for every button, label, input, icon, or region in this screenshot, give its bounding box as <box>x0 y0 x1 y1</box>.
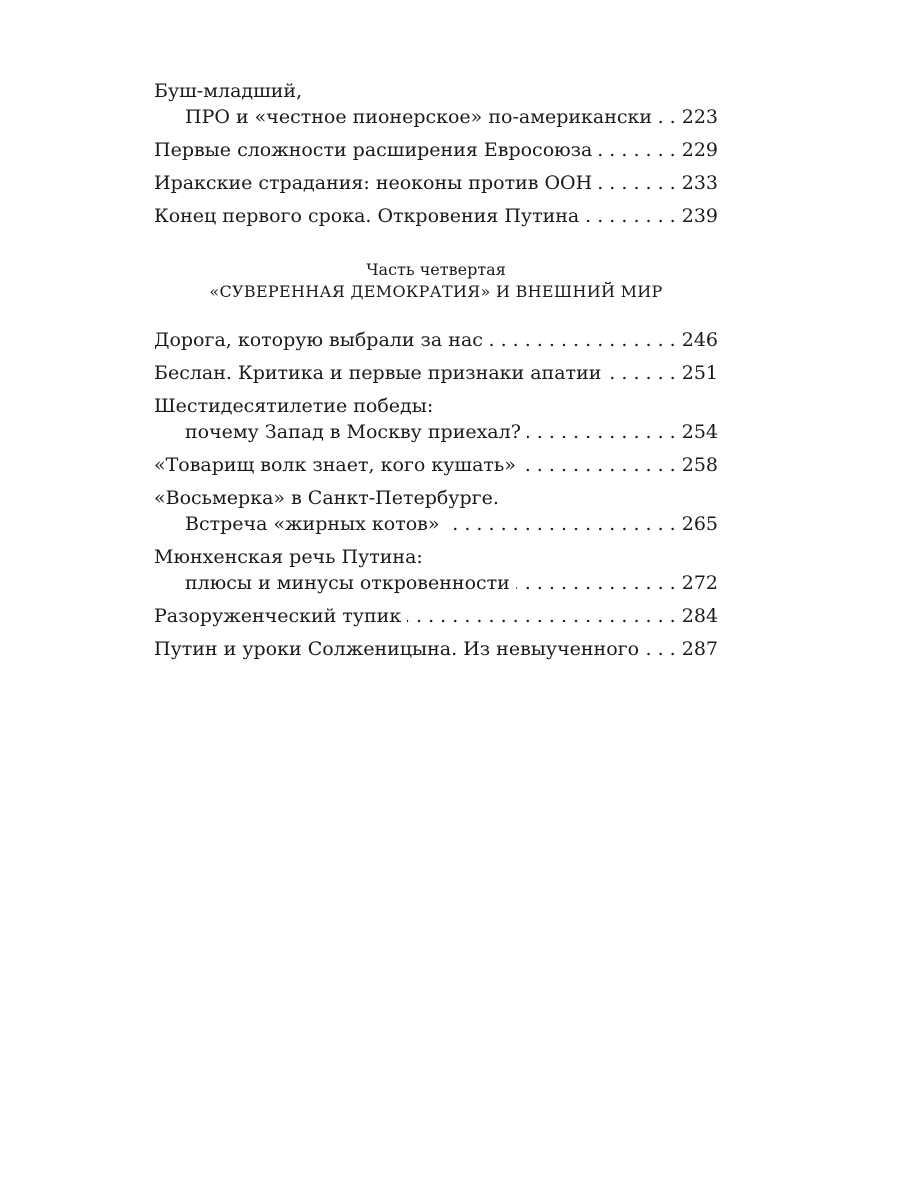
toc-entry-title-line: плюсы и минусы откровенности <box>185 572 510 594</box>
dot-leader <box>585 203 675 229</box>
dot-leader <box>446 511 676 537</box>
toc-entry-title-line: Беслан. Критика и первые признаки апатии <box>154 362 602 384</box>
toc-page-number: 265 <box>681 513 718 535</box>
toc-entry <box>154 603 718 629</box>
dot-leader <box>607 360 675 386</box>
toc-entry-title-line: Путин и уроки Солженицына. Из невыученного <box>154 638 640 660</box>
dot-leader <box>522 452 676 478</box>
toc-entry <box>154 203 718 229</box>
toc-page-number: 239 <box>681 205 718 227</box>
toc-entry-title-line: Иракские страдания: неоконы против ООН <box>154 172 593 194</box>
dot-leader <box>598 137 675 163</box>
toc-page-number: 254 <box>681 421 718 443</box>
toc-page-number: 229 <box>681 139 718 161</box>
toc-entry <box>154 78 718 130</box>
dot-leader <box>658 104 676 130</box>
toc-entry-title-line: Встреча «жирных котов» <box>185 513 440 535</box>
toc-entry-title-line: «Товарищ волк знает, кого кушать» <box>154 454 516 476</box>
toc-entry <box>154 636 718 662</box>
toc-entry-title-line: Шестидесятилетие победы: <box>154 395 434 417</box>
toc-entry-title-line: Первые сложности расширения Евросоюза <box>154 139 593 161</box>
dot-leader <box>598 170 676 196</box>
toc-entry <box>154 360 718 386</box>
toc-section-part-four <box>154 327 718 662</box>
toc-page-number: 258 <box>681 454 718 476</box>
table-of-contents <box>154 78 718 669</box>
dot-leader <box>527 419 676 445</box>
dot-leader <box>407 603 676 629</box>
toc-entry <box>154 170 718 196</box>
toc-entry <box>154 327 718 353</box>
dot-leader <box>645 636 676 662</box>
toc-entry-title-line: почему Запад в Москву приехал? <box>185 421 521 443</box>
toc-entry-title-line: ПРО и «честное пионерское» по-американски <box>185 106 653 128</box>
dot-leader <box>489 327 676 353</box>
part-heading <box>154 259 718 303</box>
dot-leader <box>516 570 676 596</box>
part-title: «СУВЕРЕННАЯ ДЕМОКРАТИЯ» И ВНЕШНИЙ МИР <box>209 282 663 301</box>
toc-page-number: 272 <box>681 572 718 594</box>
toc-entry <box>154 485 718 537</box>
toc-page-number: 284 <box>681 605 718 627</box>
toc-page-number: 233 <box>681 172 718 194</box>
toc-entry-title-line: Дорога, которую выбрали за нас <box>154 329 483 351</box>
toc-entry <box>154 544 718 596</box>
toc-section-part-three <box>154 78 718 229</box>
toc-entry-title-line: Мюнхенская речь Путина: <box>154 546 423 568</box>
toc-entry-title-line: «Восьмерка» в Санкт-Петербурге. <box>154 487 499 509</box>
toc-page-number: 287 <box>681 638 718 660</box>
toc-entry-title-line: Разоруженческий тупик <box>154 605 402 627</box>
toc-entry <box>154 452 718 478</box>
part-label: Часть четвертая <box>366 260 506 279</box>
toc-page-number: 246 <box>681 329 718 351</box>
toc-entry-title-line: Конец первого срока. Откровения Путина <box>154 205 580 227</box>
toc-page-number: 251 <box>681 362 718 384</box>
toc-entry <box>154 393 718 445</box>
toc-page-number: 223 <box>681 106 718 128</box>
toc-entry <box>154 137 718 163</box>
toc-entry-title-line: Буш-младший, <box>154 80 303 102</box>
